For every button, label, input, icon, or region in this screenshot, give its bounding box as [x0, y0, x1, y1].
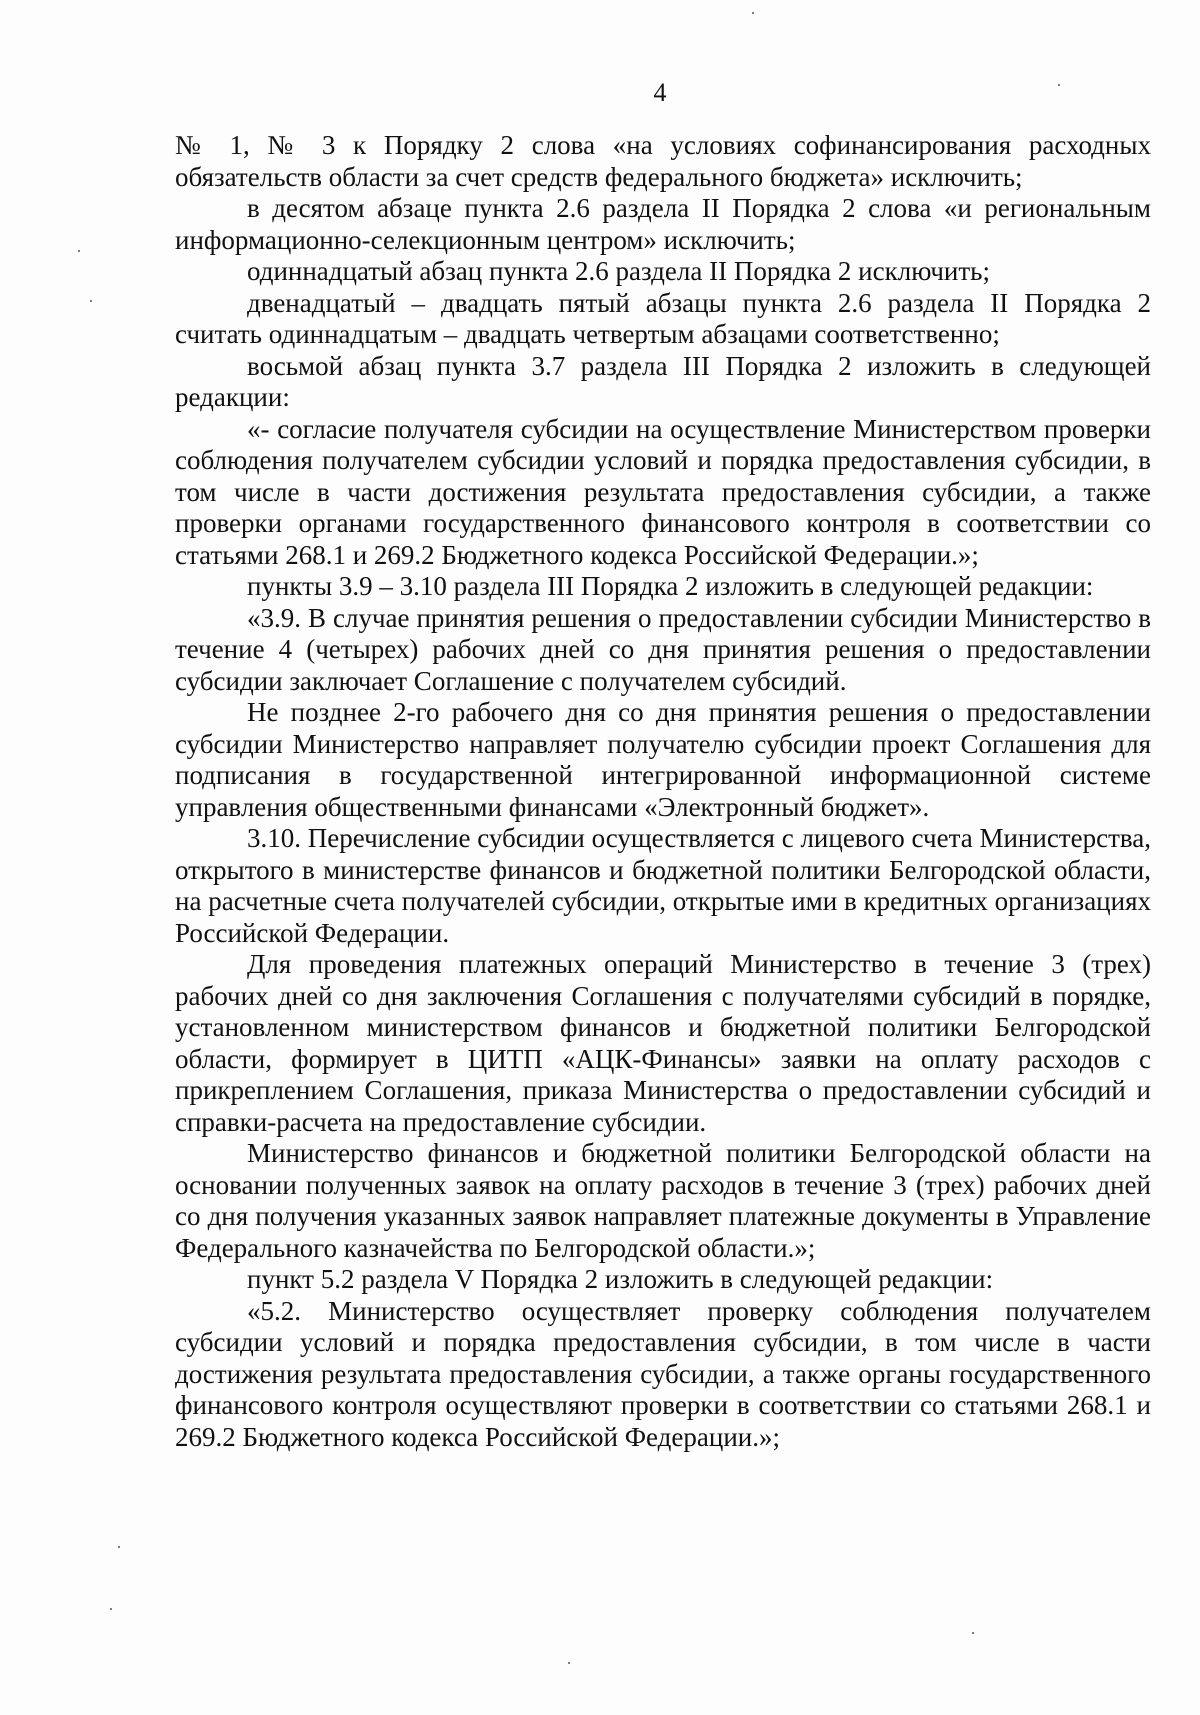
quoted-paragraph: «3.9. В случае принятия решения о предоставлении субсидии Министерство в течение 4 (четырех) рабочих дней со дня принятия решения о предоставлении субсидии заключает Соглашение с получателем субсидий. — [175, 602, 1151, 696]
paragraph: пункт 5.2 раздела V Порядка 2 изложить в следующей редакции: — [247, 1264, 994, 1294]
scan-speck — [1058, 84, 1060, 86]
scan-speck — [752, 12, 754, 14]
quoted-paragraph: «- согласие получателя субсидии на осуществление Министерством проверки соблюдения получателем субсидии условий и порядка предоставления субсидии, в том числе в части достижения результата предоставления субсидии, а также проверки органами государственного финансового контроля в соответствии со статьями 268.1 и 269.2 Бюджетного кодекса Российской Федерации.»; — [175, 413, 1151, 570]
page-number: 4 — [653, 78, 667, 107]
quoted-paragraph: Не позднее 2-го рабочего дня со дня принятия решения о предоставлении субсидии Министерство направляет получателю субсидии проект Соглашения для подписания в государственной интегрированной информационной системе управления общественными финансами «Электронный бюджет». — [175, 697, 1151, 822]
scan-speck — [568, 1662, 570, 1664]
quoted-paragraph: Министерство финансов и бюджетной политики Белгородской области на основании полученных заявок на оплату расходов в течение 3 (трех) рабочих дней со дня получения указанных заявок направляет платежные документы в Управление Федерального казначейства по Белгородской области.»; — [175, 1138, 1151, 1263]
quoted-paragraph: 3.10. Перечисление субсидии осуществляется с лицевого счета Министерства, открытого в министерстве финансов и бюджетной политики Белгородской области, на расчетные счета получателей субсидии, открытые ими в кредитных организациях Российской Федерации. — [175, 823, 1151, 948]
scan-speck — [78, 250, 80, 252]
paragraph: в десятом абзаце пункта 2.6 раздела II Порядка 2 слова «и региональным информационно-селекционным центром» исключить; — [175, 193, 1151, 255]
quoted-paragraph: «5.2. Министерство осуществляет проверку соблюдения получателем субсидии условий и порядка предоставления субсидии, в том числе в части достижения результата предоставления субсидии, а также органы государственного финансового контроля осуществляют проверки в соответствии со статьями 268.1 и 269.2 Бюджетного кодекса Российской Федерации.»; — [175, 1295, 1151, 1452]
paragraph: восьмой абзац пункта 3.7 раздела III Порядка 2 изложить в следующей редакции: — [175, 350, 1151, 412]
scan-speck — [972, 1632, 974, 1634]
paragraph: пункты 3.9 – 3.10 раздела III Порядка 2 изложить в следующей редакции: — [247, 571, 1094, 601]
paragraph: одиннадцатый абзац пункта 2.6 раздела II Порядка 2 исключить; — [247, 256, 990, 286]
scan-speck — [118, 1546, 120, 1548]
quoted-paragraph: Для проведения платежных операций Министерство в течение 3 (трех) рабочих дней со дня заключения Соглашения с получателями субсидий в порядке, установленном министерством финансов и бюджетной политики Белгородской области, формирует в ЦИТП «АЦК-Финансы» заявки на оплату расходов с прикреплением Соглашения, приказа Министерства о предоставлении субсидий и справки-расчета на предоставление субсидии. — [175, 949, 1151, 1137]
scan-speck — [110, 1608, 112, 1610]
scan-speck — [90, 300, 92, 302]
document-body — [175, 130, 1151, 1453]
paragraph-continuation: № 1, № 3 к Порядку 2 слова «на условиях софинансирования расходных обязательств области за счет средств федерального бюджета» исключить; — [175, 130, 1151, 192]
paragraph: двенадцатый – двадцать пятый абзацы пункта 2.6 раздела II Порядка 2 считать одиннадцатым – двадцать четвертым абзацами соответственно; — [175, 287, 1151, 349]
